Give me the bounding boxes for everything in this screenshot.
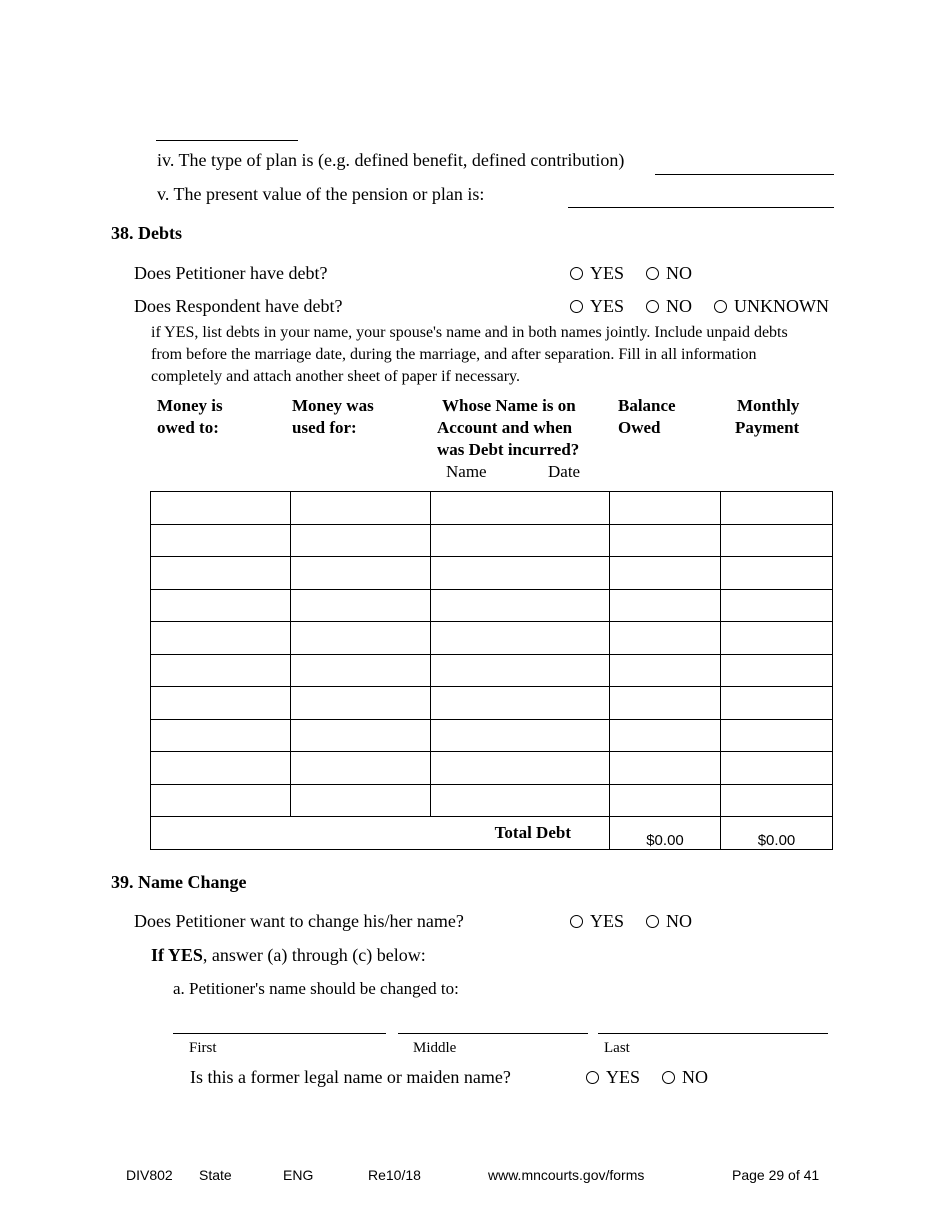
table-row [151,784,833,817]
owed-to-input[interactable] [151,720,290,752]
previous-answer-line[interactable] [156,140,298,141]
cell-owed-to [151,784,291,817]
owed-to-input[interactable] [151,590,290,622]
table-row [151,524,833,557]
present-value-label: v. The present value of the pension or plan is: [157,184,485,204]
cell-owed-to [151,622,291,655]
former-name-question: Is this a former legal name or maiden name? [190,1067,511,1087]
cell-owed-to [151,524,291,557]
whose-name-input[interactable] [431,492,609,524]
cell-used-for [291,492,431,525]
cell-owed-to [151,492,291,525]
cell-used-for [291,524,431,557]
used-for-input[interactable] [291,622,430,654]
col-header-monthly [735,395,799,439]
header-line: Payment [735,418,800,437]
footer-form-id: DIV802 [126,1167,173,1183]
former-name-radio-group [586,1067,708,1088]
radio-label: NO [682,1067,709,1087]
cell-used-for [291,784,431,817]
table-row [151,654,833,687]
cell-balance-owed [610,589,721,622]
owed-to-input[interactable] [151,557,290,589]
item-a-label: a. Petitioner's name should be changed to: [173,979,459,998]
former-name-yes-radio[interactable] [586,1067,640,1088]
monthly-payment-input[interactable] [721,720,832,752]
cell-whose-name [431,784,610,817]
respondent-debt-yes-radio[interactable] [570,296,624,317]
monthly-payment-input[interactable] [721,622,832,654]
cell-used-for [291,557,431,590]
col-header-owed-to [157,395,223,439]
cell-owed-to [151,752,291,785]
header-line: Account and when [437,418,573,437]
cell-owed-to [151,719,291,752]
petitioner-debt-radio-group [570,263,692,284]
debts-heading: 38. Debts [111,223,182,243]
footer-state: State [199,1167,232,1183]
used-for-input[interactable] [291,687,430,719]
respondent-debt-no-radio[interactable] [646,296,692,317]
radio-label: NO [666,911,693,931]
table-row [151,752,833,785]
radio-circle-icon [570,267,583,280]
cell-used-for [291,687,431,720]
balance-owed-input[interactable] [610,752,720,784]
cell-monthly-payment [721,589,833,622]
cell-used-for [291,752,431,785]
whose-name-input[interactable] [431,590,609,622]
monthly-payment-input[interactable] [721,752,832,784]
footer-page-number: Page 29 of 41 [732,1167,820,1183]
cell-whose-name [431,622,610,655]
if-yes-bold: If YES [151,945,203,965]
balance-owed-input[interactable] [610,590,720,622]
debts-instructions: if YES, list debts in your name, your spouse's name and in both names jointly. Include unpaid debts from before the marriage date, during the marriage, and after separation. Fill in all information completely and attach another sheet of paper if necessary. [151,324,788,385]
middle-name-field[interactable] [398,1033,588,1034]
cell-monthly-payment [721,784,833,817]
cell-whose-name [431,557,610,590]
cell-balance-owed [610,492,721,525]
cell-monthly-payment [721,687,833,720]
owed-to-input[interactable] [151,655,290,687]
cell-monthly-payment [721,719,833,752]
balance-owed-input[interactable] [610,720,720,752]
header-line: used for: [292,418,357,437]
cell-owed-to [151,589,291,622]
name-change-yes-radio[interactable] [570,911,624,932]
first-name-label: First [189,1040,217,1056]
whose-name-input[interactable] [431,752,609,784]
whose-name-input[interactable] [431,557,609,589]
name-change-question: Does Petitioner want to change his/her name? [134,911,464,931]
cell-balance-owed [610,622,721,655]
radio-circle-icon [570,300,583,313]
total-row [151,817,833,850]
cell-used-for [291,719,431,752]
radio-circle-icon [646,915,659,928]
name-change-radio-group [570,911,692,932]
respondent-debt-radio-group [570,296,829,317]
cell-balance-owed [610,752,721,785]
radio-circle-icon [570,915,583,928]
cell-whose-name [431,719,610,752]
name-change-heading: 39. Name Change [111,872,247,892]
footer-revision: Re10/18 [368,1167,421,1183]
plan-type-label: iv. The type of plan is (e.g. defined benefit, defined contribution) [157,150,625,170]
cell-balance-owed [610,557,721,590]
whose-name-input[interactable] [431,720,609,752]
table-row [151,719,833,752]
radio-label: NO [666,296,693,316]
name-change-no-radio[interactable] [646,911,692,932]
cell-whose-name [431,752,610,785]
monthly-payment-input[interactable] [721,590,832,622]
table-row [151,687,833,720]
balance-owed-input[interactable] [610,525,720,557]
monthly-payment-input[interactable] [721,687,832,719]
middle-name-label: Middle [413,1040,457,1056]
used-for-input[interactable] [291,720,430,752]
cell-owed-to [151,687,291,720]
used-for-input[interactable] [291,655,430,687]
if-yes-rest: , answer (a) through (c) below: [202,945,426,965]
used-for-input[interactable] [291,590,430,622]
cell-used-for [291,654,431,687]
radio-circle-icon [646,267,659,280]
cell-balance-owed [610,784,721,817]
radio-label: YES [590,911,625,931]
col-subheader-date: Date [548,462,581,481]
used-for-input[interactable] [291,752,430,784]
owed-to-input[interactable] [151,622,290,654]
header-line: Money is [157,396,223,415]
used-for-input[interactable] [291,492,430,524]
petitioner-debt-question: Does Petitioner have debt? [134,263,328,283]
whose-name-input[interactable] [431,655,609,687]
col-header-used-for [292,395,374,439]
cell-monthly-payment [721,654,833,687]
cell-whose-name [431,589,610,622]
owed-to-input[interactable] [151,525,290,557]
cell-owed-to [151,557,291,590]
col-header-whose-name [437,395,579,461]
used-for-input[interactable] [291,525,430,557]
monthly-payment-input[interactable] [721,655,832,687]
col-header-balance [618,395,676,439]
balance-owed-input[interactable] [610,622,720,654]
petitioner-debt-no-radio[interactable] [646,263,692,284]
radio-label: UNKNOWN [734,296,829,316]
owed-to-input[interactable] [151,752,290,784]
last-name-label: Last [604,1040,630,1056]
header-line: Owed [618,418,661,437]
owed-to-input[interactable] [151,687,290,719]
total-balance-value: $0.00 [610,817,721,850]
balance-owed-input[interactable] [610,687,720,719]
cell-monthly-payment [721,557,833,590]
whose-name-input[interactable] [431,785,609,817]
balance-owed-input[interactable] [610,655,720,687]
cell-balance-owed [610,654,721,687]
footer-language: ENG [283,1167,314,1183]
used-for-input[interactable] [291,785,430,817]
debt-table-body [151,492,833,817]
total-monthly-value: $0.00 [721,817,833,850]
present-value-field[interactable] [568,207,834,208]
owed-to-input[interactable] [151,785,290,817]
cell-owed-to [151,654,291,687]
header-line: owed to: [157,418,219,437]
cell-balance-owed [610,719,721,752]
balance-owed-input[interactable] [610,492,720,524]
first-name-field[interactable] [173,1033,386,1034]
whose-name-input[interactable] [431,687,609,719]
monthly-payment-input[interactable] [721,785,832,817]
table-row [151,557,833,590]
respondent-debt-unknown-radio[interactable] [714,296,829,317]
radio-label: YES [590,263,625,283]
last-name-field[interactable] [598,1033,828,1034]
cell-balance-owed [610,524,721,557]
cell-used-for [291,622,431,655]
monthly-payment-input[interactable] [721,525,832,557]
balance-owed-input[interactable] [610,557,720,589]
radio-circle-icon [646,300,659,313]
radio-label: YES [606,1067,641,1087]
whose-name-input[interactable] [431,622,609,654]
former-name-no-radio[interactable] [662,1067,708,1088]
cell-whose-name [431,687,610,720]
cell-monthly-payment [721,622,833,655]
owed-to-input[interactable] [151,492,290,524]
header-line: Balance [618,396,676,415]
table-row [151,622,833,655]
table-row [151,589,833,622]
monthly-payment-input[interactable] [721,492,832,524]
col-subheader-name: Name [446,462,487,481]
header-line: Money was [292,396,374,415]
cell-whose-name [431,654,610,687]
petitioner-debt-yes-radio[interactable] [570,263,624,284]
radio-circle-icon [714,300,727,313]
header-line: Monthly [737,396,800,415]
monthly-payment-input[interactable] [721,557,832,589]
cell-used-for [291,589,431,622]
cell-monthly-payment [721,752,833,785]
table-row [151,492,833,525]
header-line: was Debt incurred? [437,440,580,459]
cell-balance-owed [610,687,721,720]
total-debt-label: Total Debt [151,817,610,850]
radio-label: YES [590,296,625,316]
if-yes-instruction [151,945,426,966]
debt-table [150,491,833,850]
cell-whose-name [431,492,610,525]
balance-owed-input[interactable] [610,785,720,817]
footer-url[interactable]: www.mncourts.gov/forms [488,1167,645,1183]
whose-name-input[interactable] [431,525,609,557]
header-line: Whose Name is on [442,396,576,415]
used-for-input[interactable] [291,557,430,589]
plan-type-field[interactable] [655,174,834,175]
cell-monthly-payment [721,492,833,525]
radio-circle-icon [662,1071,675,1084]
radio-label: NO [666,263,693,283]
cell-whose-name [431,524,610,557]
cell-monthly-payment [721,524,833,557]
respondent-debt-question: Does Respondent have debt? [134,296,343,316]
radio-circle-icon [586,1071,599,1084]
